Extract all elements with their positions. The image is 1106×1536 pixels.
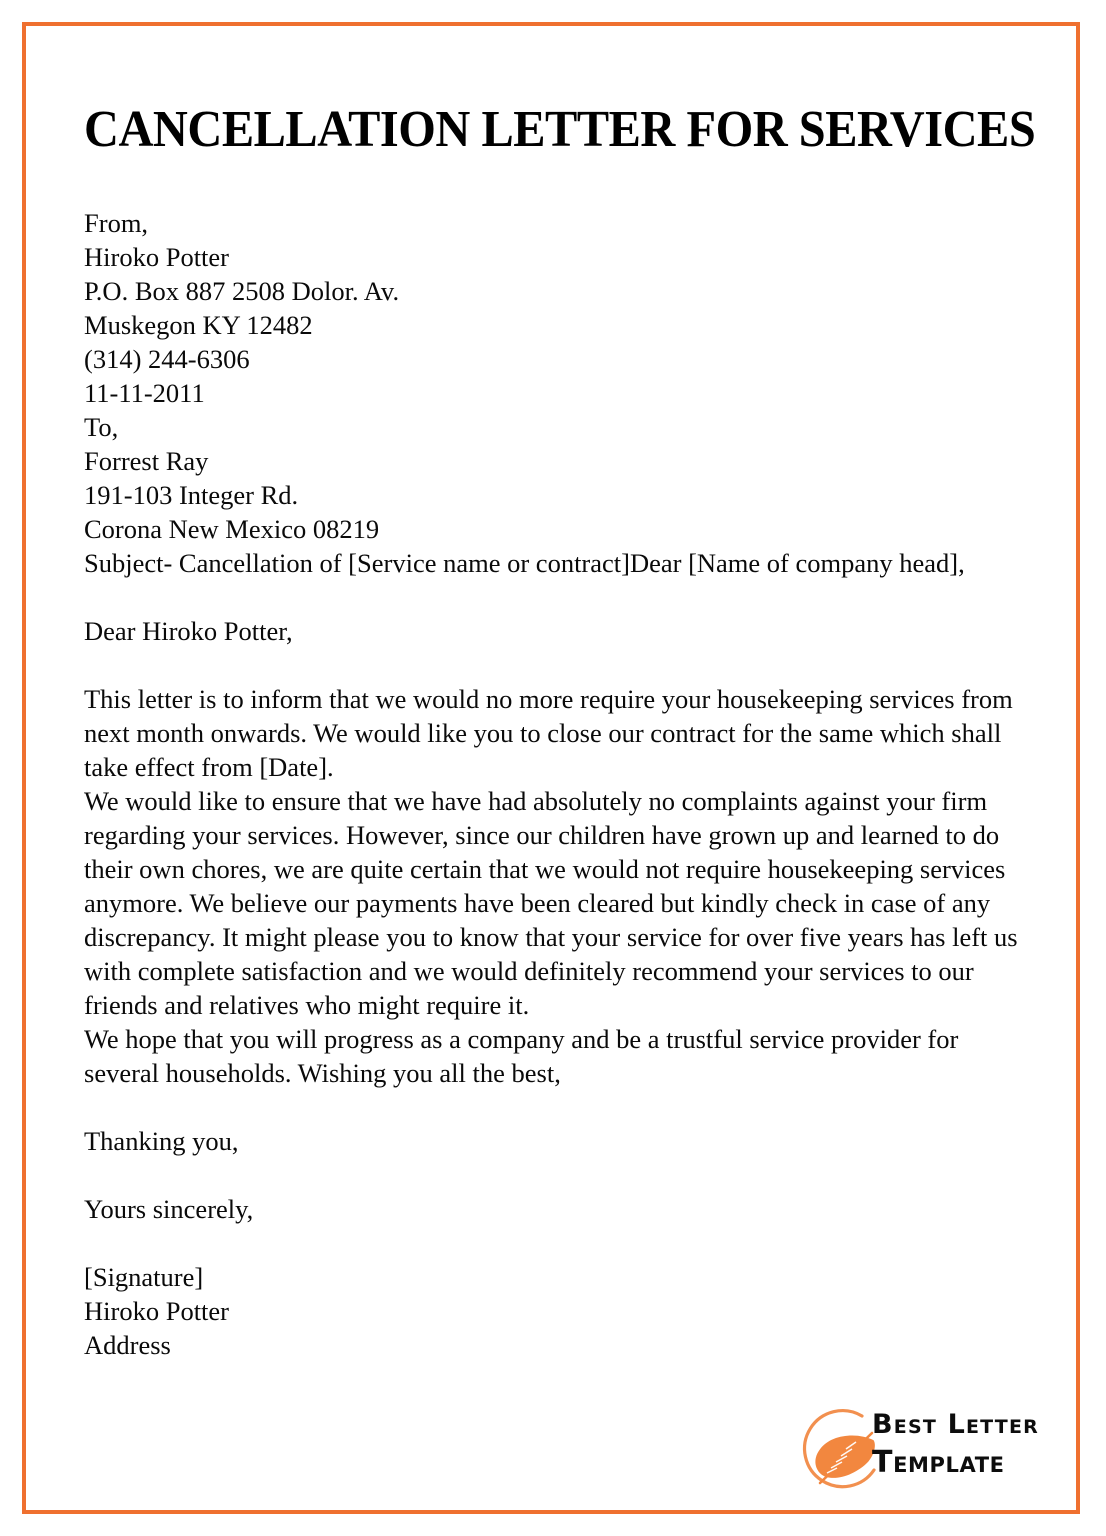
page-title: CANCELLATION LETTER FOR SERVICES <box>84 101 1036 158</box>
body-paragraph-2: We would like to ensure that we have had absolutely no complaints against your firm regarding your services. However, since our children have grown up and learned to do their own chores, we are quite certain that we would not require housekeeping services anymore. We believe our payments have been cleared but kindly check in case of any discrepancy. It might please you to know that your service for over five years has left us with complete satisfaction and we would definitely recommend your services to our friends and relatives who might require it. <box>84 786 1018 1020</box>
blank-line <box>84 648 1020 682</box>
body-paragraph-1: This letter is to inform that we would no more require your housekeeping services from next month onwards. We would like you to close our contract for the same which shall take effect from [Date]. <box>84 684 1013 782</box>
logo-wordmark <box>872 1406 1052 1482</box>
recipient-street: 191-103 Integer Rd. <box>84 480 299 510</box>
logo-line-2: Template <box>872 1445 1005 1480</box>
closing-sign-off: Yours sincerely, <box>84 1194 254 1224</box>
sender-city-state-zip: Muskegon KY 12482 <box>84 310 313 340</box>
letter-date: 11-11-2011 <box>84 378 205 408</box>
blank-line <box>84 1158 1020 1192</box>
recipient-city-state-zip: Corona New Mexico 08219 <box>84 514 380 544</box>
recipient-name: Forrest Ray <box>84 446 209 476</box>
blank-line <box>84 580 1020 614</box>
salutation: Dear Hiroko Potter, <box>84 616 293 646</box>
letter-content <box>84 100 1036 1362</box>
logo-line-1: Best Letter <box>872 1409 1039 1440</box>
blank-line <box>84 1090 1020 1124</box>
sender-from-label: From, <box>84 208 149 238</box>
closing-block <box>84 1090 1020 1362</box>
body-paragraph-3: We hope that you will progress as a company and be a trustful service provider for several households. Wishing you all the best, <box>84 1024 959 1088</box>
closing-thanks: Thanking you, <box>84 1126 239 1156</box>
signer-address: Address <box>84 1330 171 1360</box>
address-block <box>84 206 1020 682</box>
sender-phone: (314) 244-6306 <box>84 344 250 374</box>
sender-street: P.O. Box 887 2508 Dolor. Av. <box>84 276 400 306</box>
signer-name: Hiroko Potter <box>84 1296 229 1326</box>
blank-line <box>84 1226 1020 1260</box>
brand-logo <box>800 1404 1048 1504</box>
signature-placeholder: [Signature] <box>84 1262 204 1292</box>
sender-name: Hiroko Potter <box>84 242 229 272</box>
recipient-to-label: To, <box>84 412 119 442</box>
subject-line: Subject- Cancellation of [Service name or contract]Dear [Name of company head], <box>84 548 965 578</box>
